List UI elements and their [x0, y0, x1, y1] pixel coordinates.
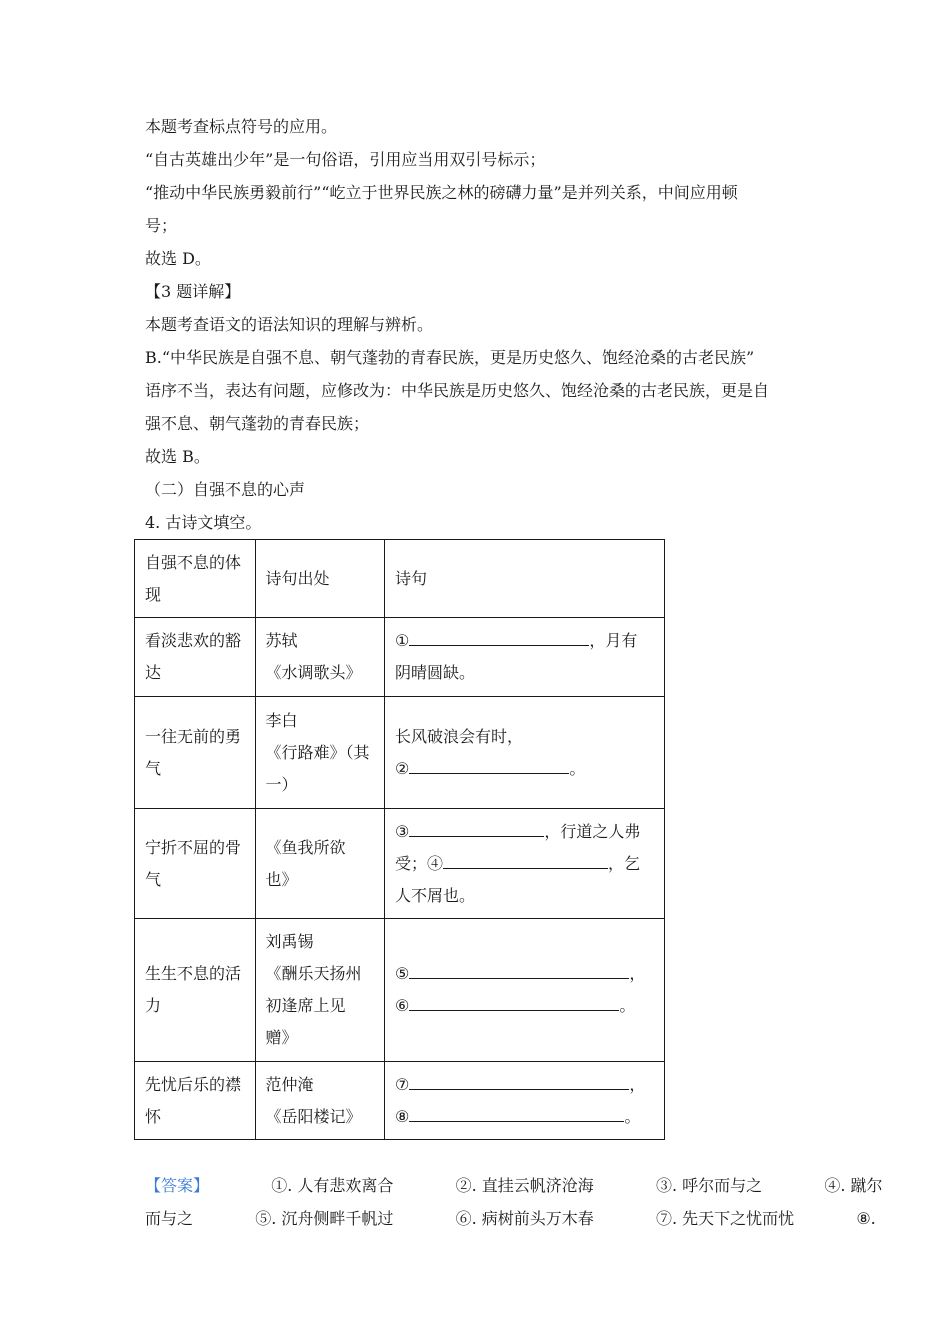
verse-cell [385, 697, 665, 809]
paragraph: 本题考查语文的语法知识的理解与辨析。 [145, 315, 434, 334]
verse-cell [385, 618, 665, 697]
answer-line-1 [145, 1176, 883, 1196]
source-text: 《酬乐天扬州 [265, 964, 362, 983]
source-text: 范仲淹 [265, 1074, 314, 1094]
poetry-fill-table [134, 539, 665, 1140]
verse-text: ⑤ [395, 964, 410, 983]
fill-blank[interactable] [409, 627, 589, 646]
verse-text: ② [395, 758, 410, 778]
source-text: 也》 [265, 869, 298, 889]
answer-item: ①. 人有悲欢离合 [271, 1176, 394, 1195]
verse-line [395, 958, 654, 990]
theme-cell [135, 919, 256, 1062]
verse-line [395, 990, 654, 1022]
fill-blank[interactable] [409, 818, 544, 837]
answer-item: ⑧. [856, 1209, 876, 1228]
paragraph: 故选 B。 [145, 447, 210, 466]
verse-text: ⑥ [395, 996, 410, 1015]
source-text: 李白 [265, 710, 298, 730]
theme-text: 宁折不屈的骨 [145, 837, 242, 857]
verse-cell [385, 1062, 665, 1140]
verse-line [395, 816, 654, 848]
source-text: 苏轼 [265, 631, 298, 650]
source-text: 《鱼我所欲 [265, 837, 346, 857]
fill-blank[interactable] [409, 755, 569, 774]
table-row [135, 618, 665, 697]
answer-item: ⑤. 沉舟侧畔千帆过 [255, 1209, 394, 1228]
theme-text: 先忧后乐的襟 [145, 1074, 242, 1094]
verse-line [395, 1069, 654, 1101]
table-row [135, 809, 665, 919]
verse-text: 。 [624, 1106, 641, 1126]
answer-item: ③. 呼尔而与之 [655, 1176, 763, 1195]
paragraph: 本题考查标点符号的应用。 [145, 117, 338, 136]
paragraph: 强不息、朝气蓬勃的青春民族； [145, 414, 370, 433]
source-cell [255, 618, 385, 697]
theme-text: 达 [145, 663, 162, 682]
theme-text: 看淡悲欢的豁 [145, 631, 242, 650]
table-header-cell: 诗句出处 [255, 540, 385, 618]
subsection-heading: （二）自强不息的心声 [145, 480, 306, 499]
verse-text: 人不屑也。 [395, 885, 476, 905]
answer-item: ④. 蹴尔 [824, 1176, 883, 1195]
answer-line-2 [145, 1209, 876, 1229]
fill-blank[interactable] [443, 850, 608, 869]
fill-blank[interactable] [409, 1103, 624, 1122]
table-header-cell: 诗句 [385, 540, 665, 618]
verse-text: ，行道之人弗 [544, 821, 641, 841]
paragraph: 号； [145, 216, 178, 235]
verse-text: ，乞 [608, 853, 641, 873]
table-row [135, 697, 665, 809]
verse-text: 。 [569, 758, 586, 778]
paragraph: 语序不当，表达有问题，应修改为：中华民族是历史悠久、饱经沧桑的古老民族，更是自 [145, 381, 770, 400]
verse-text: ③ [395, 821, 410, 841]
answer-item: 而与之 [145, 1209, 194, 1228]
source-text: 初逢席上见 [265, 996, 346, 1015]
verse-text: ① [395, 631, 410, 650]
theme-cell [135, 1062, 256, 1140]
theme-text: 怀 [145, 1106, 162, 1126]
verse-line [395, 625, 654, 657]
source-text: 《行路难》（其 [265, 742, 370, 762]
verse-cell [385, 919, 665, 1062]
verse-text: 受；④ [395, 853, 444, 873]
fill-blank[interactable] [409, 960, 629, 979]
verse-cell [385, 809, 665, 919]
theme-text: 一往无前的勇 [145, 726, 242, 746]
verse-line [395, 753, 654, 785]
table-header-row [135, 540, 665, 618]
verse-text: ⑧ [395, 1106, 410, 1126]
section-heading: 【3 题详解】 [145, 282, 241, 301]
verse-text: 阴晴圆缺。 [395, 663, 476, 682]
source-cell [255, 919, 385, 1062]
fill-blank[interactable] [409, 992, 619, 1011]
verse-text: ⑦ [395, 1074, 410, 1094]
theme-text: 气 [145, 758, 162, 778]
source-text: 赠》 [265, 1028, 298, 1047]
theme-text: 气 [145, 869, 162, 889]
theme-text: 生生不息的活 [145, 964, 242, 983]
answer-tag: 【答案】 [145, 1176, 210, 1195]
answer-item: ⑦. 先天下之忧而忧 [655, 1209, 795, 1228]
verse-line [395, 657, 654, 689]
question-title: 4. 古诗文填空。 [145, 513, 262, 532]
answer-item: ②. 直挂云帆济沧海 [455, 1176, 594, 1195]
verse-line [395, 721, 654, 753]
source-text: 刘禹锡 [265, 932, 314, 951]
source-text: 《岳阳楼记》 [265, 1106, 362, 1126]
theme-cell [135, 697, 256, 809]
verse-text: ， [629, 1074, 646, 1094]
source-text: 《水调歌头》 [265, 663, 362, 682]
answer-item: ⑥. 病树前头万木春 [455, 1209, 594, 1228]
source-text: 一） [265, 774, 298, 794]
verse-line [395, 880, 654, 912]
table-row [135, 1062, 665, 1140]
paragraph: 故选 D。 [145, 249, 211, 268]
theme-cell [135, 618, 256, 697]
verse-line [395, 848, 654, 880]
theme-text: 力 [145, 996, 162, 1015]
source-cell [255, 1062, 385, 1140]
paragraph: B.“中华民族是自强不息、朝气蓬勃的青春民族，更是历史悠久、饱经沧桑的古老民族” [145, 348, 755, 367]
verse-text: 长风破浪会有时， [395, 726, 524, 746]
source-cell [255, 809, 385, 919]
theme-cell [135, 809, 256, 919]
source-cell [255, 697, 385, 809]
paragraph: “自古英雄出少年”是一句俗语，引用应当用双引号标示； [145, 150, 546, 169]
verse-text: 。 [619, 996, 636, 1015]
verse-text: ，月有 [589, 631, 638, 650]
table-row [135, 919, 665, 1062]
table-header-cell: 自强不息的体现 [135, 540, 256, 618]
fill-blank[interactable] [409, 1071, 629, 1090]
verse-text: ， [629, 964, 646, 983]
paragraph: “推动中华民族勇毅前行”“屹立于世界民族之林的磅礴力量”是并列关系，中间应用顿 [145, 183, 738, 202]
verse-line [395, 1101, 654, 1133]
